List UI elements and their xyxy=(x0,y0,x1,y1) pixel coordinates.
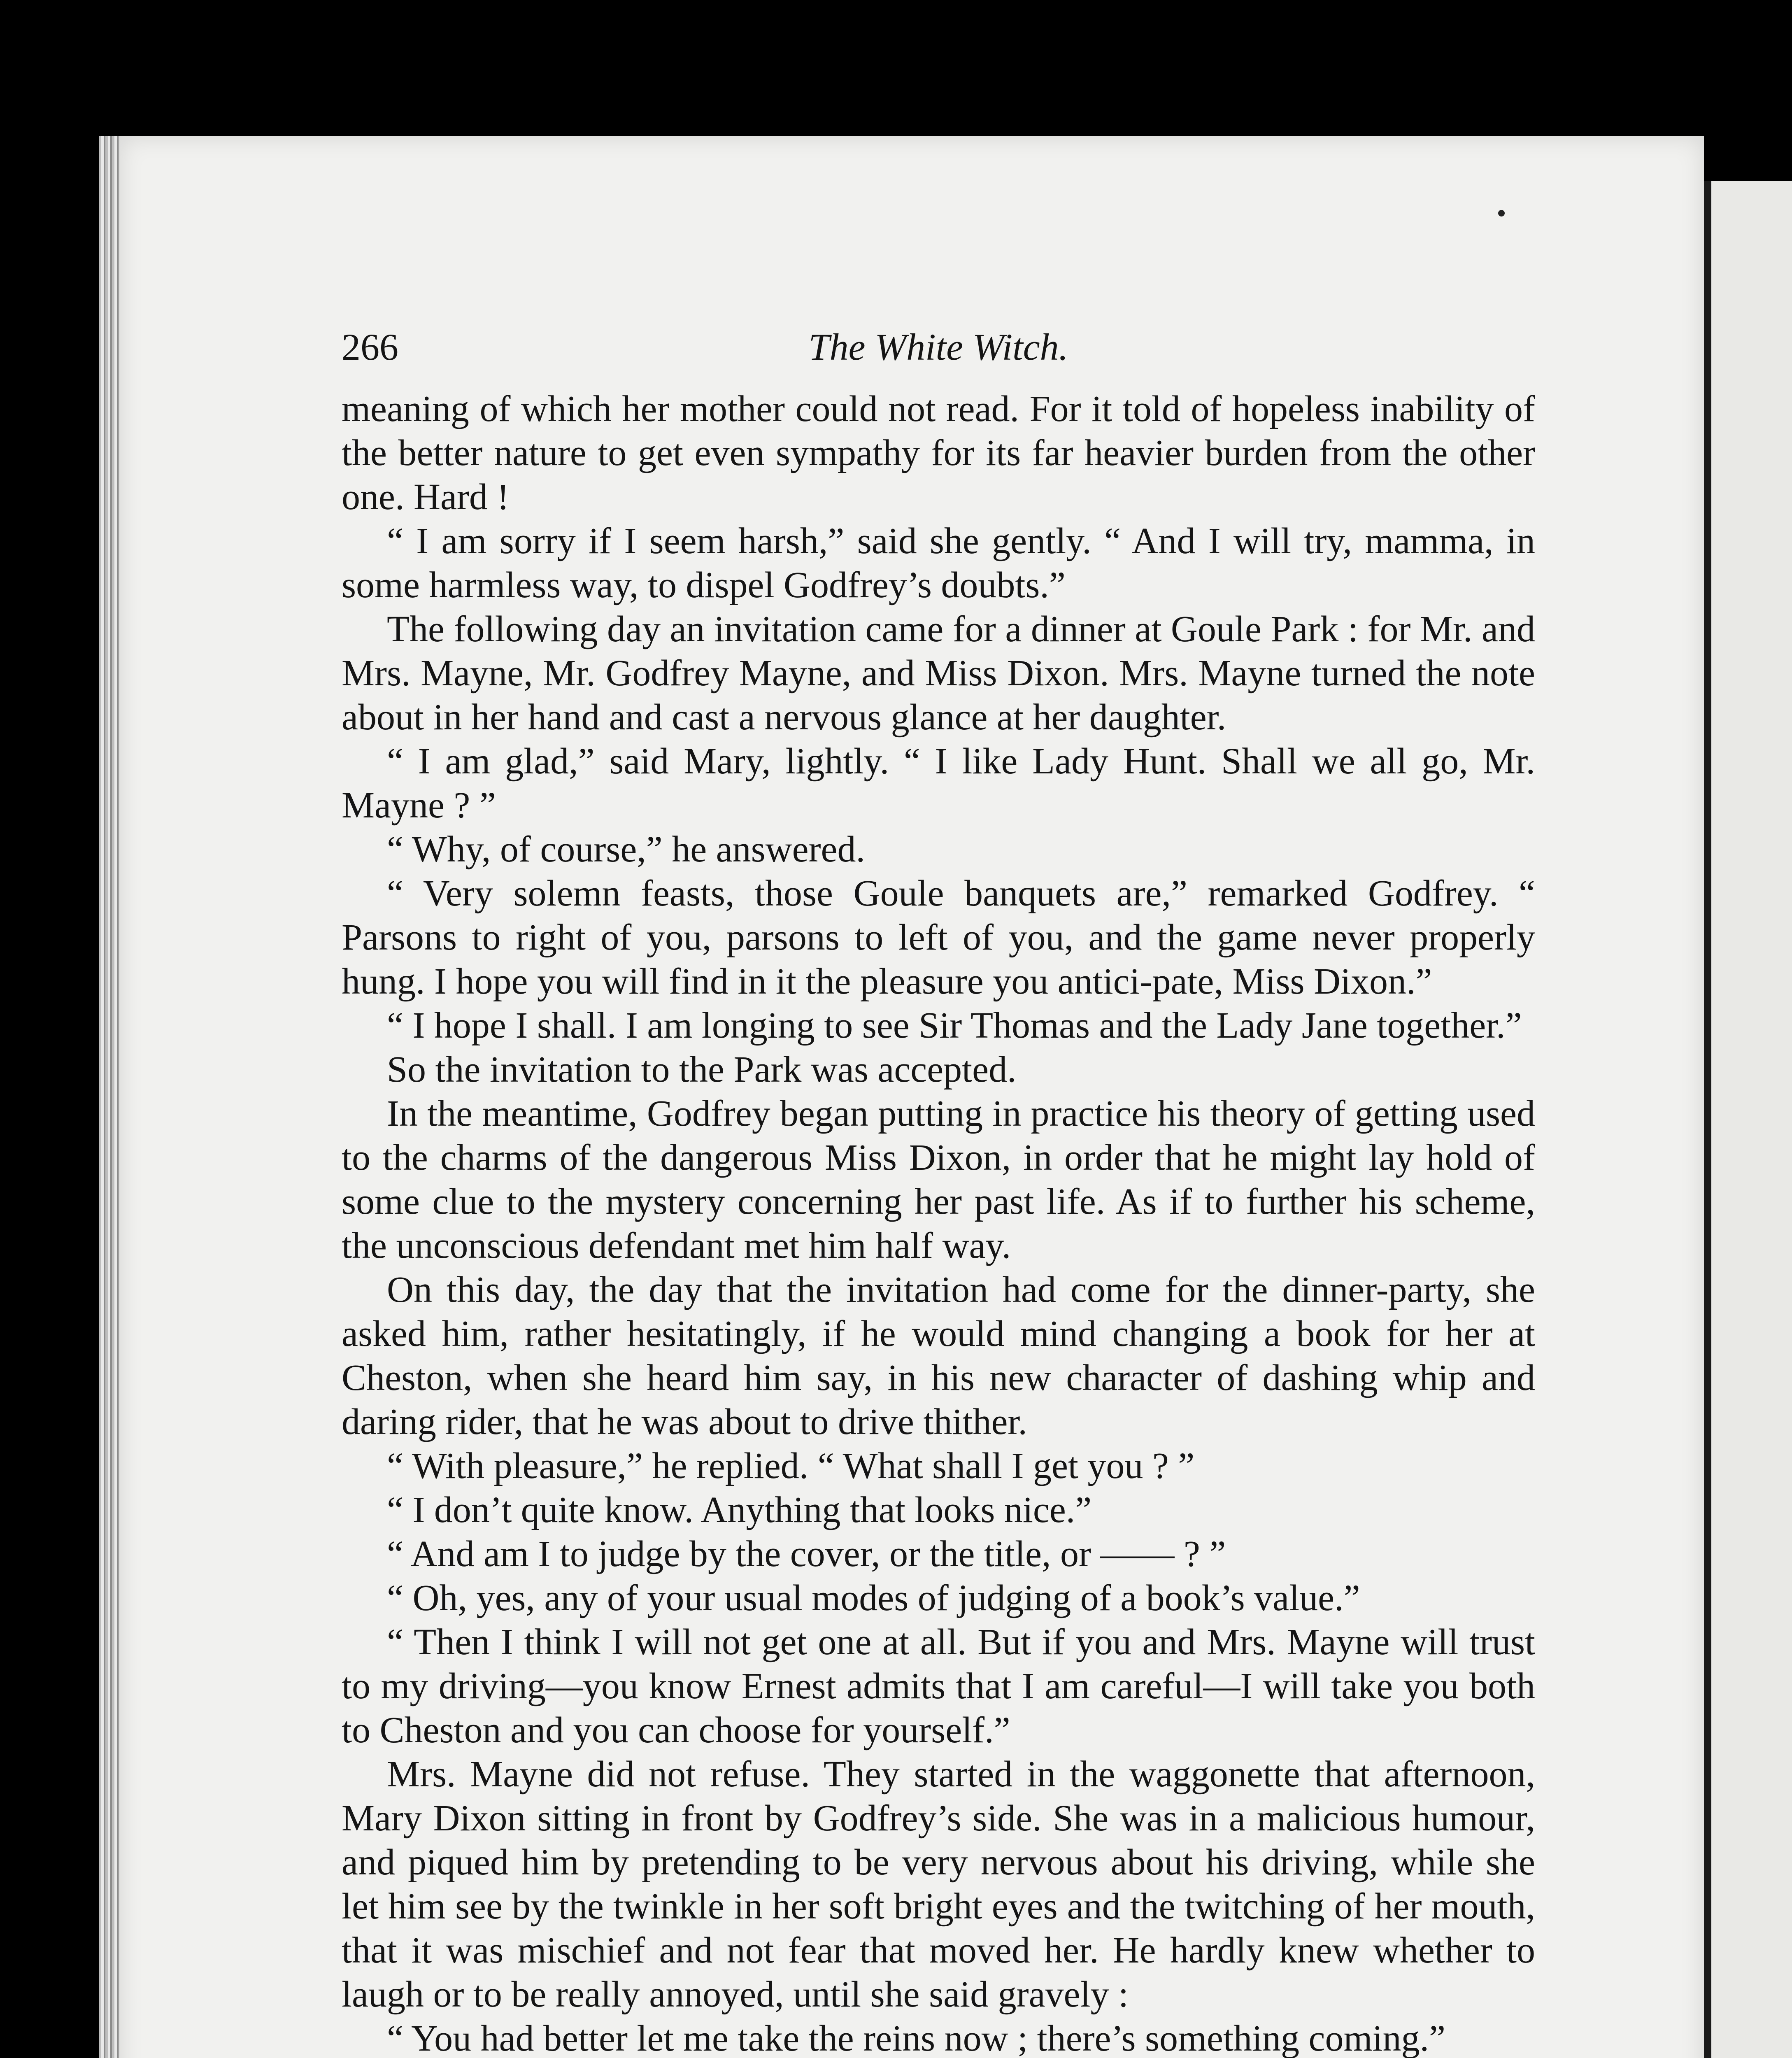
paragraph: On this day, the day that the invitation had come for the dinner-party, she asked him, rather hesitatingly, if he would mind changing a book for her at Cheston, when she heard him say, in his new character of dashing whip and daring rider, that he was about to drive thither. xyxy=(342,1269,1535,1442)
facing-page-edge xyxy=(1704,181,1792,2058)
paragraph: The following day an invitation came for a dinner at Goule Park : for Mr. and Mrs. Mayne, Mr. Godfrey Mayne, and Miss Dixon. Mrs. Mayne turned the note about in her hand and cast a nervous glance at her daughter. xyxy=(342,609,1535,738)
paragraph: “ I am sorry if I seem harsh,” said she gently. “ And I will try, mamma, in some harmless way, to dispel Godfrey’s doubts.” xyxy=(342,521,1535,605)
paragraph: meaning of which her mother could not read. For it told of hopeless inability of the better nature to get even sympathy for its far heavier burden from the other one. Hard ! xyxy=(342,389,1535,517)
paragraph: “ Very solemn feasts, those Goule banquets are,” remarked Godfrey. “ Parsons to right of you, parsons to left of you, and the game never properly hung. I hope you will find in it the pleasure you antici-pate, Miss Dixon.” xyxy=(342,873,1535,1002)
paragraph: “ Oh, yes, any of your usual modes of judging of a book’s value.” xyxy=(387,1578,1360,1618)
paragraph: “ I am glad,” said Mary, lightly. “ I like Lady Hunt. Shall we all go, Mr. Mayne ? ” xyxy=(342,741,1535,826)
page-edge-stack xyxy=(99,136,119,2058)
running-header xyxy=(342,325,1535,387)
paragraph: “ Then I think I will not get one at all. But if you and Mrs. Mayne will trust to my driving—you know Ernest admits that I am careful—I will take you both to Cheston and you can choose for yourself.” xyxy=(342,1622,1535,1751)
paragraph: “ I don’t quite know. Anything that looks nice.” xyxy=(387,1490,1092,1530)
paragraph: So the invitation to the Park was accepted. xyxy=(387,1049,1017,1090)
page-number: 266 xyxy=(342,326,398,368)
paragraph: “ I hope I shall. I am longing to see Sir Thomas and the Lady Jane together.” xyxy=(387,1005,1522,1046)
paragraph: “ With pleasure,” he replied. “ What shall I get you ? ” xyxy=(387,1446,1195,1486)
body-text xyxy=(342,387,1535,2058)
paragraph: “ And am I to judge by the cover, or the title, or —— ? ” xyxy=(387,1534,1226,1574)
paragraph: In the meantime, Godfrey began putting in practice his theory of getting used to the charms of the dangerous Miss Dixon, in order that he might lay hold of some clue to the mystery concerning her past life. As if to further his scheme, the unconscious defendant met him half way. xyxy=(342,1093,1535,1266)
page-text-block xyxy=(342,325,1535,2058)
ink-speck xyxy=(1498,210,1505,217)
paragraph: Mrs. Mayne did not refuse. They started in the waggonette that afternoon, Mary Dixon sitting in front by Godfrey’s side. She was in a malicious humour, and piqued him by pretending to be very nervous about his driving, while she let him see by the twinkle in her soft bright eyes and the twitching of her mouth, that it was mischief and not fear that moved her. He hardly knew whether to laugh or to be really annoyed, until she said gravely : xyxy=(342,1754,1535,2015)
paragraph: “ Why, of course,” he answered. xyxy=(387,829,866,870)
running-title: The White Witch. xyxy=(808,326,1068,368)
paragraph: “ You had better let me take the reins now ; there’s something coming.” xyxy=(387,2018,1445,2058)
